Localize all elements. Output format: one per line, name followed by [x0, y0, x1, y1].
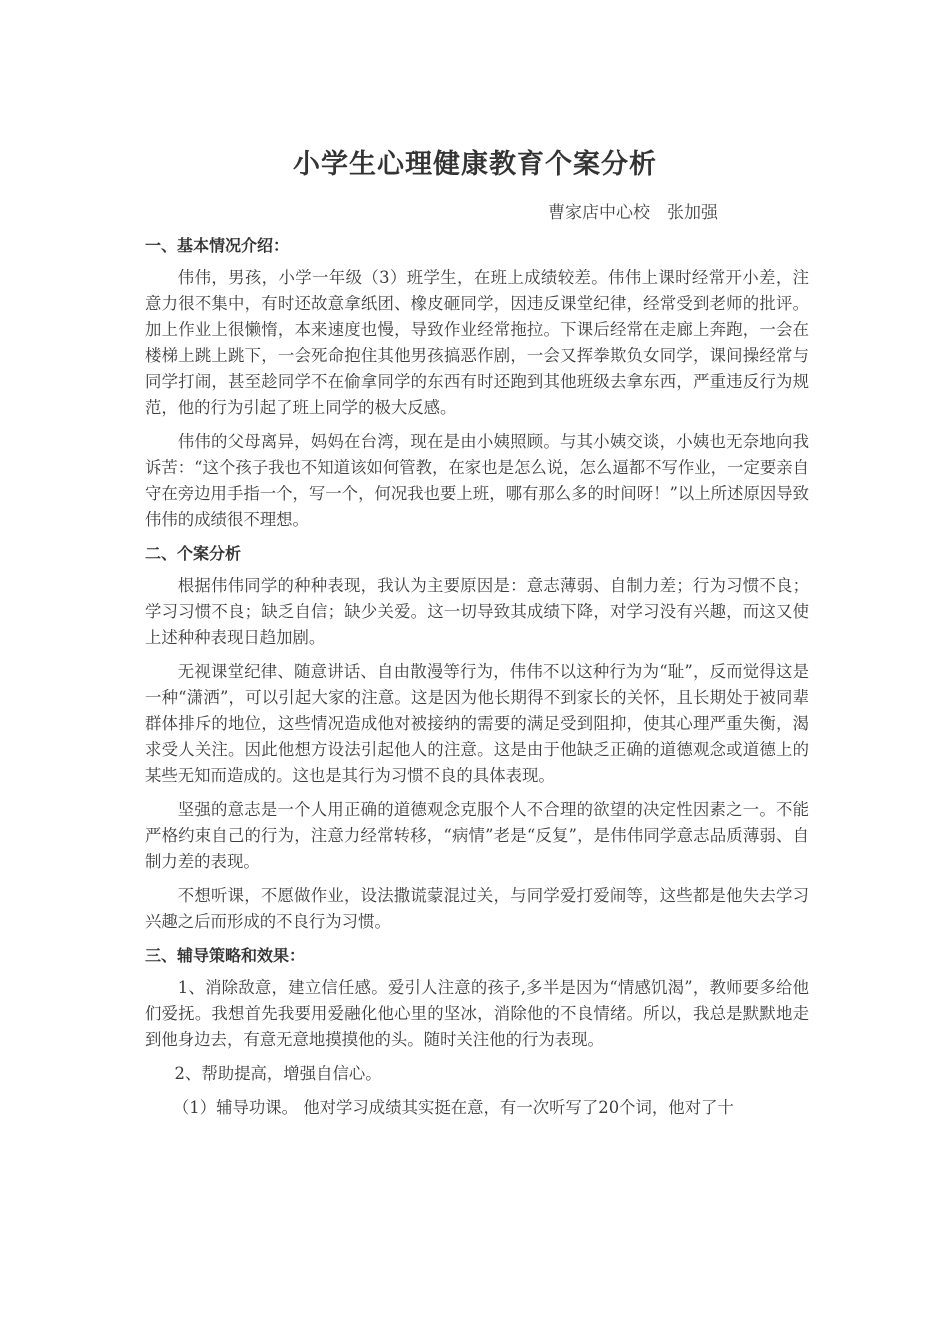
- document-title: 小学生心理健康教育个案分析: [293, 149, 657, 180]
- paragraph: 根据伟伟同学的种种表现，我认为主要原因是：意志薄弱、自制力差；行为习惯不良；学习习惯不良；缺乏自信；缺少关爱。这一切导致其成绩下降，对学习没有兴趣，而这又使上述种种表现日趋加剧。: [145, 576, 809, 647]
- paragraph: 1、消除敌意，建立信任感。爱引人注意的孩子,多半是因为“情感饥渴”，教师要多给他们爱抚。我想首先我要用爱融化他心里的坚冰，消除他的不良情绪。所以，我总是默默地走到他身边去，有意无意地摸摸他的头。随时关注他的行为表现。: [145, 978, 809, 1049]
- section-heading-case-analysis: 二、个案分析: [145, 544, 242, 563]
- paragraph: 2、帮助提高，增强自信心。: [174, 1064, 382, 1083]
- section-heading-basic-info: 一、基本情况介绍：: [145, 236, 290, 255]
- paragraph: 伟伟，男孩，小学一年级（3）班学生，在班上成绩较差。伟伟上课时经常开小差，注意力很不集中，有时还故意拿纸团、橡皮砸同学，因违反课堂纪律，经常受到老师的批评。加上作业上很懒惰，本来速度也慢，导致作业经常拖拉。下课后经常在走廊上奔跑，一会在楼梯上跳上跳下，一会死命抱住其他男孩搞恶作剧，一会又挥拳欺负女同学，课间操经常与同学打闹，甚至趁同学不在偷拿同学的东西有时还跑到其他班级去拿东西，严重违反行为规范，他的行为引起了班上同学的极大反感。: [145, 268, 809, 417]
- section-heading-strategy: 三、辅导策略和效果：: [145, 946, 306, 965]
- document-body: [145, 233, 809, 1129]
- paragraph: 伟伟的父母离异，妈妈在台湾，现在是由小姨照顾。与其小姨交谈，小姨也无奈地向我诉苦：“这个孩子我也不知道该如何管教，在家也是怎么说，怎么逼都不写作业，一定要亲自守在旁边用手指一个，写一个，何况我也要上班，哪有那么多的时间呀！”以上所述原因导致伟伟的成绩很不理想。: [145, 432, 810, 529]
- paragraph: 无视课堂纪律、随意讲话、自由散漫等行为，伟伟不以这种行为为“耻”，反而觉得这是一种“潇洒”，可以引起大家的注意。这是因为他长期得不到家长的关怀，且长期处于被同辈群体排斥的地位，这些情况造成他对被接纳的需要的满足受到阻抑，使其心理严重失衡，渴求受人关注。因此他想方设法引起他人的注意。这是由于他缺乏正确的道德观念或道德上的某些无知而造成的。这也是其行为习惯不良的具体表现。: [145, 662, 809, 785]
- paragraph: 坚强的意志是一个人用正确的道德观念克服个人不合理的欲望的决定性因素之一。不能严格约束自己的行为，注意力经常转移，“病情”老是“反复”，是伟伟同学意志品质薄弱、自制力差的表现。: [145, 800, 809, 871]
- paragraph: 不想听课，不愿做作业，设法撒谎蒙混过关，与同学爱打爱闹等，这些都是他失去学习兴趣之后而形成的不良行为习惯。: [145, 886, 809, 931]
- document-author: 曹家店中心校 张加强: [548, 203, 718, 223]
- paragraph: （1）辅导功课。 他对学习成绩其实挺在意，有一次听写了20个词，他对了十: [172, 1098, 734, 1117]
